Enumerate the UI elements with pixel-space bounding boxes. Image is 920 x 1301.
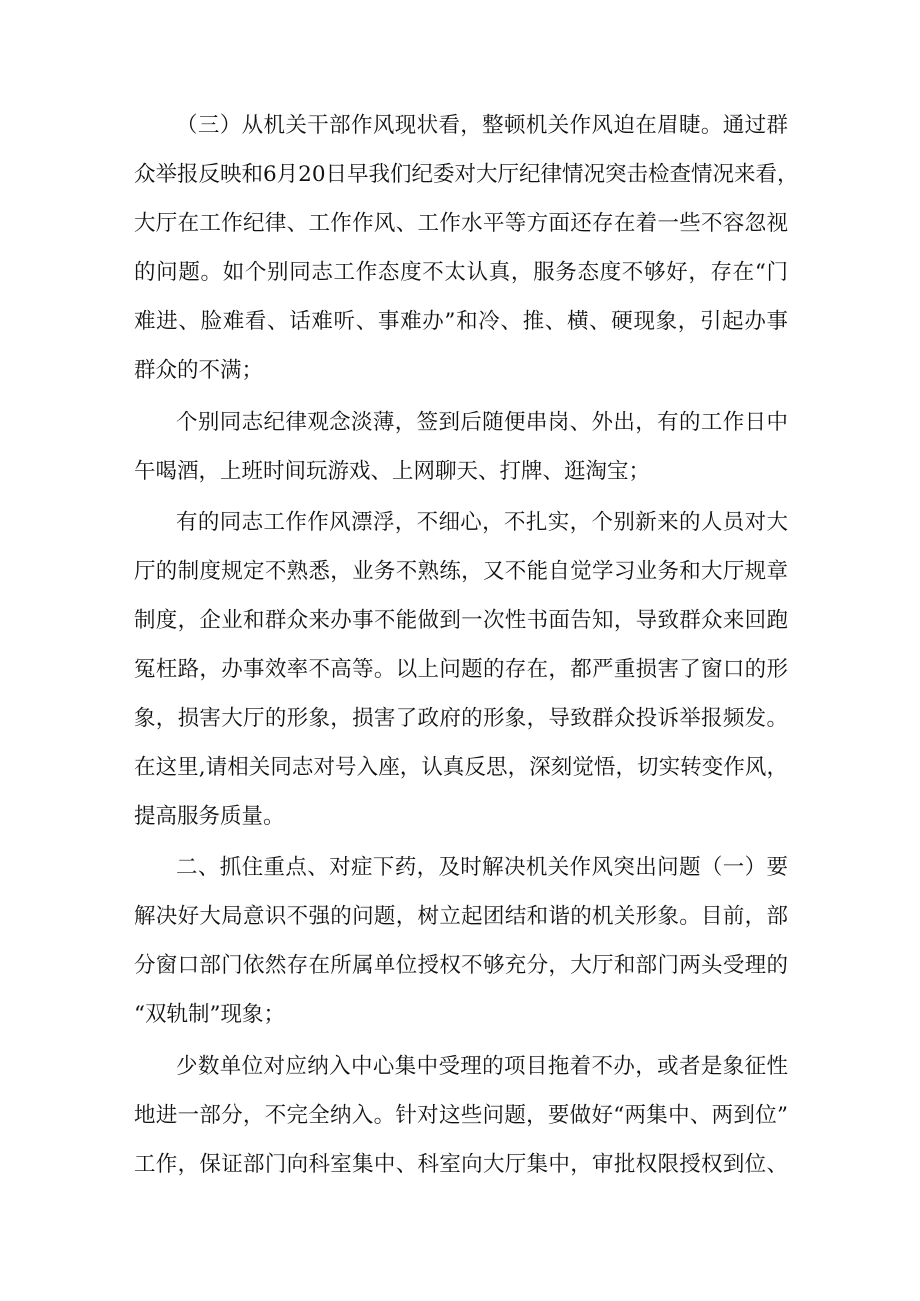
paragraph-line: 地进一部分，不完全纳入。针对这些问题，要做好“两集中、两到位” (134, 1103, 788, 1128)
paragraph-line: 大厅在工作纪律、工作作风、工作水平等方面还存在着一些不容忽视 (134, 211, 788, 236)
paragraph-line: 提高服务质量。 (134, 804, 285, 829)
paragraph-line: （三）从机关干部作风现状看，整顿机关作风迫在眉睫。通过群 (176, 113, 788, 138)
paragraph-line: 少数单位对应纳入中心集中受理的项目拖着不办，或者是象征性 (176, 1054, 788, 1079)
paragraph-line: 解决好大局意识不强的问题，树立起团结和谐的机关形象。目前，部 (134, 904, 788, 929)
paragraph-line: 众举报反映和6月20日早我们纪委对大厅纪律情况突击检查情况来看， (134, 162, 799, 187)
paragraph-line: 制度，企业和群众来办事不能做到一次性书面告知，导致群众来回跑 (134, 608, 788, 633)
paragraph-line: 个别同志纪律观念淡薄，签到后随便串岗、外出，有的工作日中 (176, 410, 788, 435)
paragraph-line: 工作，保证部门向科室集中、科室向大厅集中，审批权限授权到位、 (134, 1152, 788, 1177)
paragraph-line: 午喝酒，上班时间玩游戏、上网聊天、打牌、逛淘宝； (134, 459, 651, 484)
paragraph-line: 群众的不满； (134, 358, 264, 383)
paragraph-line: “双轨制”现象； (134, 1002, 285, 1027)
paragraph-line: 有的同志工作作风漂浮，不细心，不扎实，个别新来的人员对大 (176, 510, 788, 535)
paragraph-line: 二、抓住重点、对症下药，及时解决机关作风突出问题（一）要 (176, 855, 788, 880)
paragraph-line: 冤枉路，办事效率不高等。以上问题的存在，都严重损害了窗口的形 (134, 657, 788, 682)
paragraph-line: 的问题。如个别同志工作态度不太认真，服务态度不够好，存在“门 (134, 260, 788, 285)
paragraph-line: 分窗口部门依然存在所属单位授权不够充分，大厅和部门两头受理的 (134, 953, 788, 978)
paragraph-line: 在这里,请相关同志对号入座，认真反思，深刻觉悟，切实转变作风， (134, 755, 788, 780)
paragraph-line: 难进、脸难看、话难听、事难办”和冷、推、横、硬现象，引起办事 (134, 309, 788, 334)
paragraph-line: 象，损害大厅的形象，损害了政府的形象，导致群众投诉举报频发。 (134, 706, 788, 731)
paragraph-line: 厅的制度规定不熟悉，业务不熟练，又不能自觉学习业务和大厅规章 (134, 559, 788, 584)
